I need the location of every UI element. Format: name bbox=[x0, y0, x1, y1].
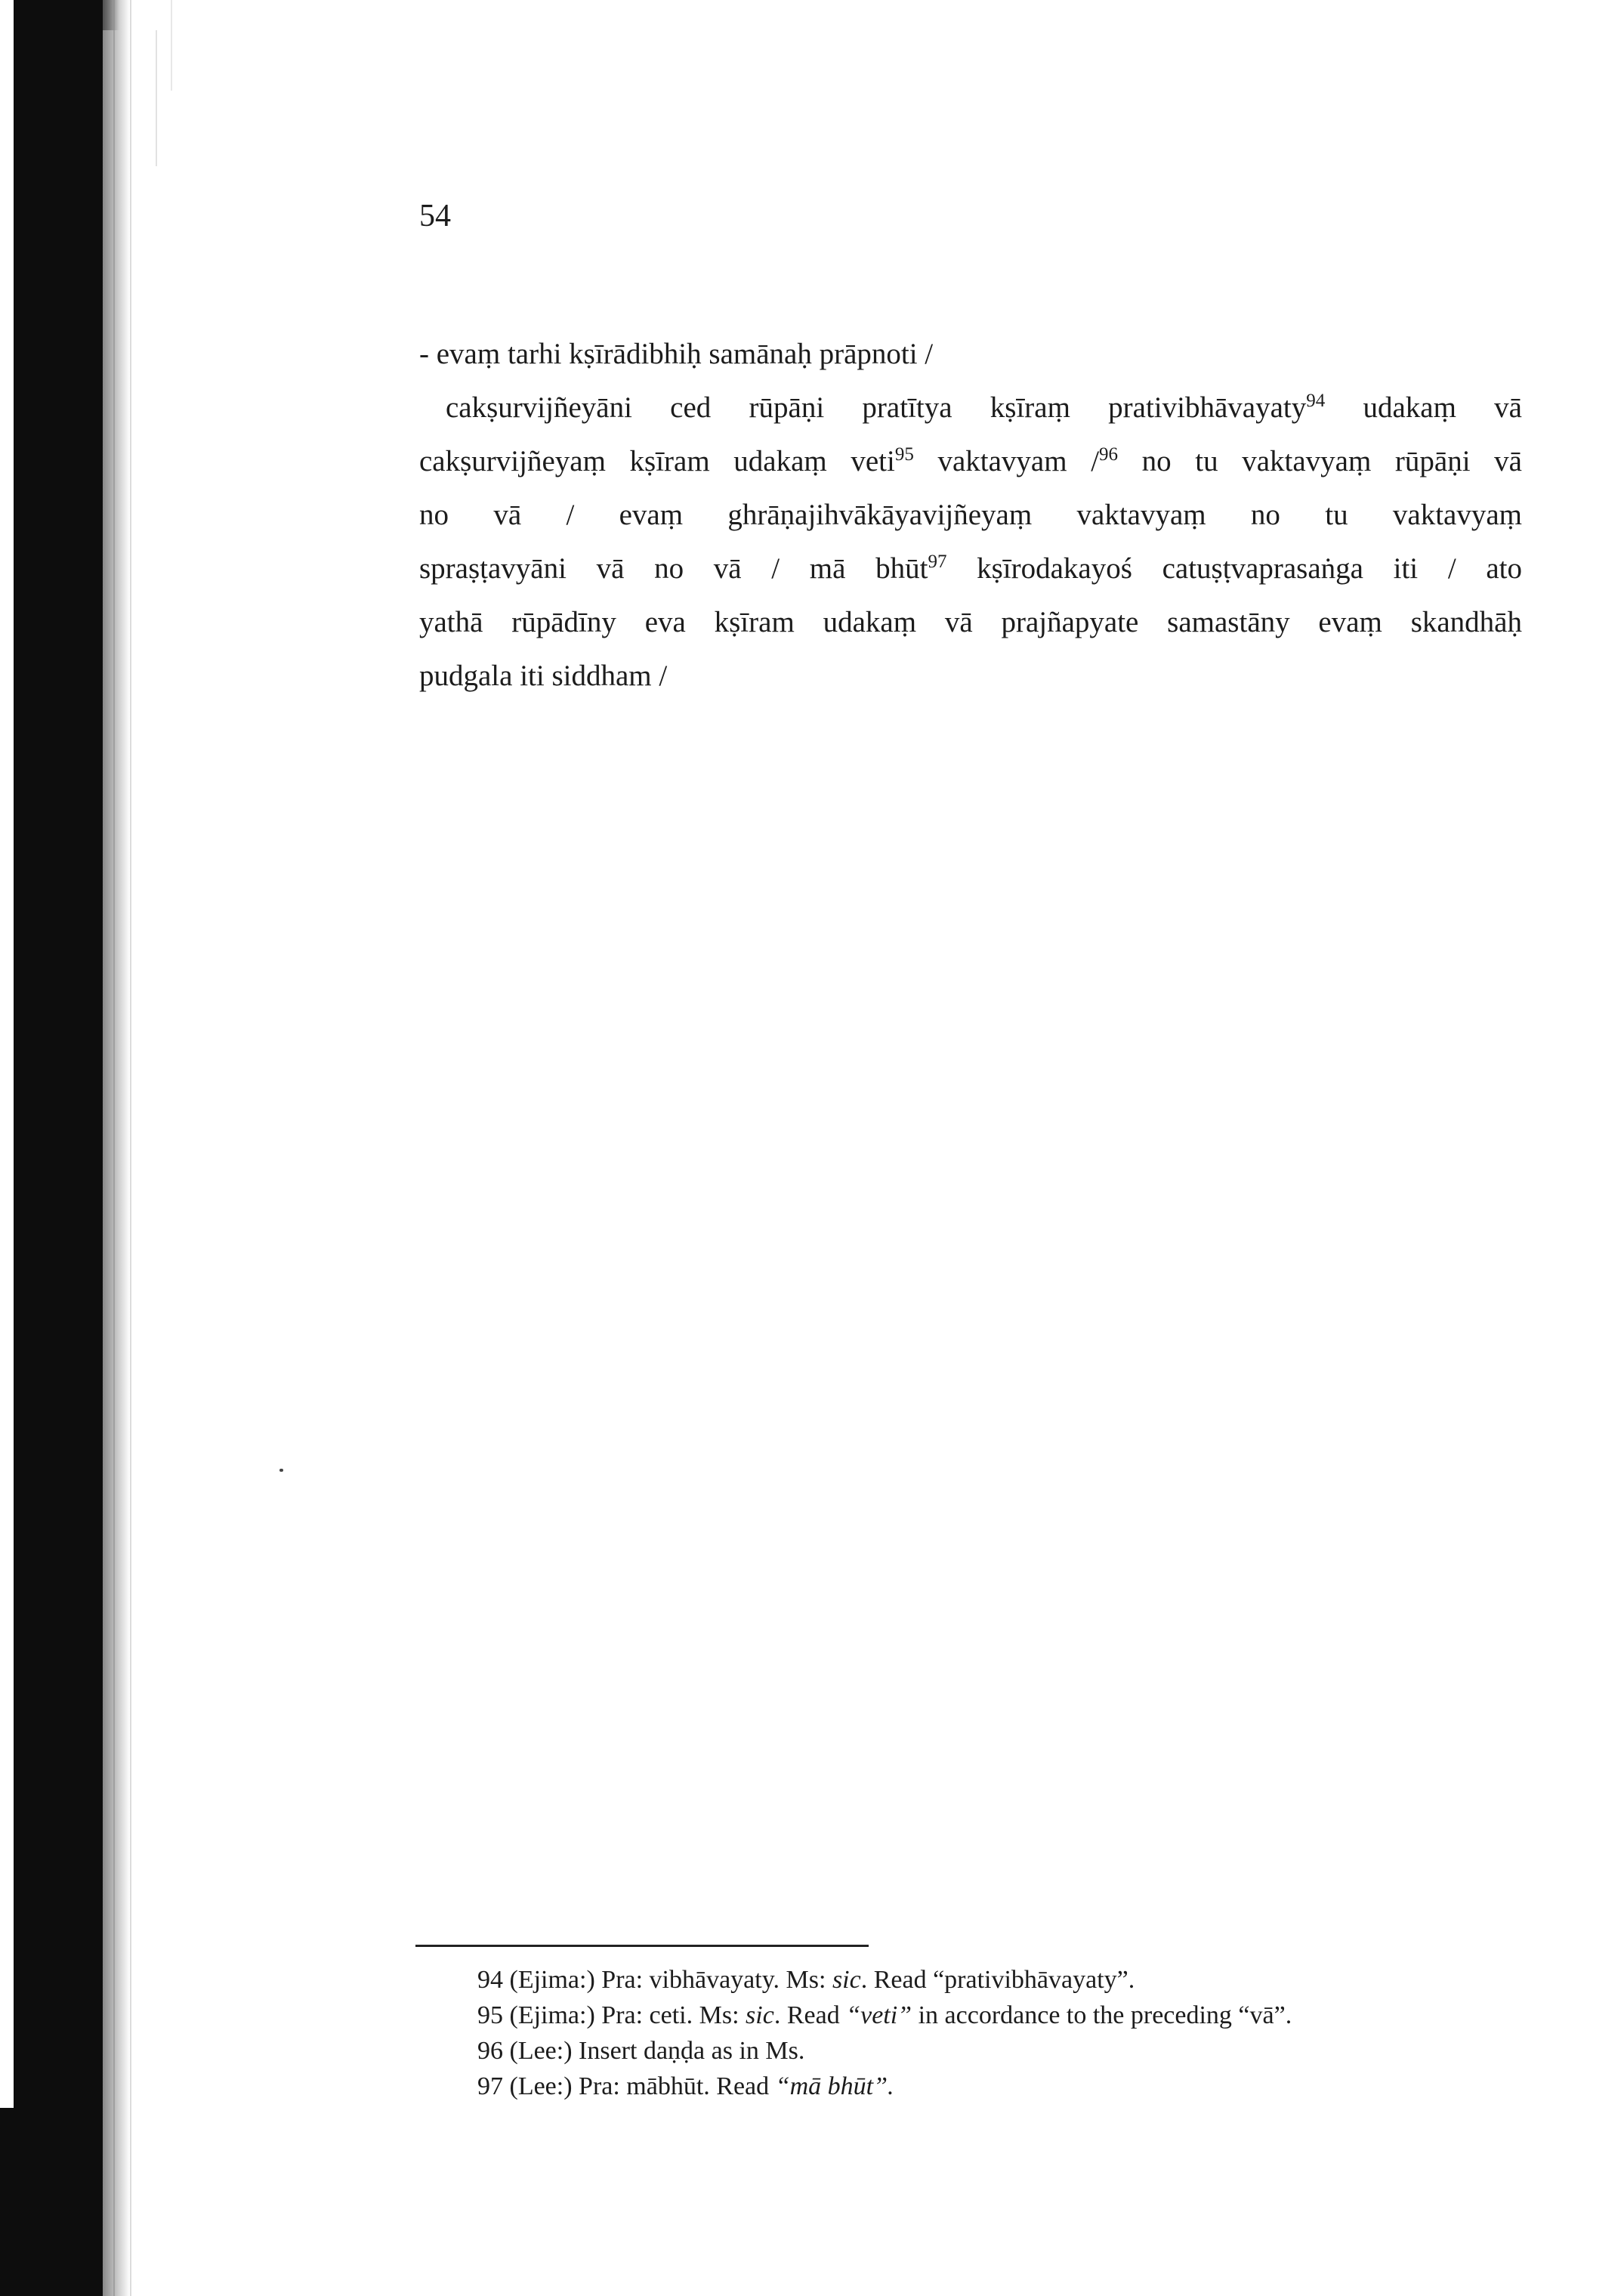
text-line-4: no vā / evaṃ ghrāṇajihvākāyavijñeyaṃ vaktavyaṃ no tu vaktavyaṃ bbox=[419, 499, 1522, 531]
footnote-97-text: 97 (Lee:) Pra: mābhūt. Read bbox=[477, 2072, 776, 2100]
text-line-2 bbox=[446, 390, 1522, 426]
footnote-95-mid: . Read bbox=[773, 2001, 847, 2029]
binding-shadow bbox=[14, 0, 103, 2296]
footnote-94-text: 94 (Ejima:) Pra: vibhāvayaty. Ms: bbox=[477, 1966, 832, 1994]
footnote-95-quote: “veti” bbox=[846, 2001, 912, 2029]
text-line-2-a: cakṣurvijñeyāni ced rūpāṇi pratītya kṣīraṃ prativibhāvayaty bbox=[446, 391, 1307, 424]
footnote-95 bbox=[477, 2000, 1292, 2032]
text-line-5-a: spraṣṭavyāni vā no vā / mā bhūt bbox=[419, 552, 928, 585]
text-line-3-a: cakṣurvijñeyaṃ kṣīram udakaṃ veti bbox=[419, 445, 895, 477]
scan-speck bbox=[279, 1469, 283, 1472]
scan-streak bbox=[156, 30, 157, 166]
text-line-3-b: vaktavyam / bbox=[913, 445, 1100, 477]
text-line-3 bbox=[419, 443, 1522, 480]
text-line-6: yathā rūpādīny eva kṣīram udakaṃ vā prajñapyate samastāny evaṃ skandhāḥ bbox=[419, 606, 1522, 638]
scan-streak bbox=[130, 0, 131, 2296]
footnote-96: 96 (Lee:) Insert daṇḍa as in Ms. bbox=[477, 2037, 805, 2065]
footnote-ref-95[interactable]: 95 bbox=[894, 444, 914, 465]
footnote-ref-97[interactable]: 97 bbox=[928, 552, 947, 572]
page-number: 54 bbox=[419, 199, 451, 233]
footnote-97 bbox=[477, 2071, 894, 2103]
footnote-95-text: 95 (Ejima:) Pra: ceti. Ms: bbox=[477, 2001, 746, 2029]
scan-streak bbox=[171, 0, 172, 91]
footnote-separator bbox=[415, 1945, 869, 1947]
footnote-94 bbox=[477, 1964, 1135, 1996]
text-line-5 bbox=[419, 551, 1522, 587]
binding-shadow-edge bbox=[103, 0, 130, 2296]
footnote-95-rest: in accordance to the preceding “vā”. bbox=[912, 2001, 1292, 2029]
text-line-7: pudgala iti siddham / bbox=[419, 660, 668, 692]
scan-streak bbox=[113, 0, 115, 2296]
footnote-94-rest: . Read “prativibhāvayaty”. bbox=[860, 1966, 1135, 1994]
footnote-ref-96[interactable]: 96 bbox=[1099, 444, 1119, 465]
text-line-2-b: udakaṃ vā bbox=[1325, 391, 1522, 424]
text-line-3-c: no tu vaktavyaṃ rūpāṇi vā bbox=[1118, 445, 1522, 477]
text-line-1: - evaṃ tarhi kṣīrādibhiḥ samānaḥ prāpnoti / bbox=[419, 338, 934, 370]
footnote-ref-94[interactable]: 94 bbox=[1306, 391, 1326, 411]
binding-shadow-bottom bbox=[0, 2108, 103, 2296]
footnote-94-sic: sic bbox=[832, 1966, 861, 1994]
text-line-5-b: kṣīrodakayoś catuṣṭvaprasaṅga iti / ato bbox=[946, 552, 1522, 585]
footnote-97-quote: “mā bhūt”. bbox=[775, 2072, 894, 2100]
footnote-95-sic: sic bbox=[746, 2001, 774, 2029]
